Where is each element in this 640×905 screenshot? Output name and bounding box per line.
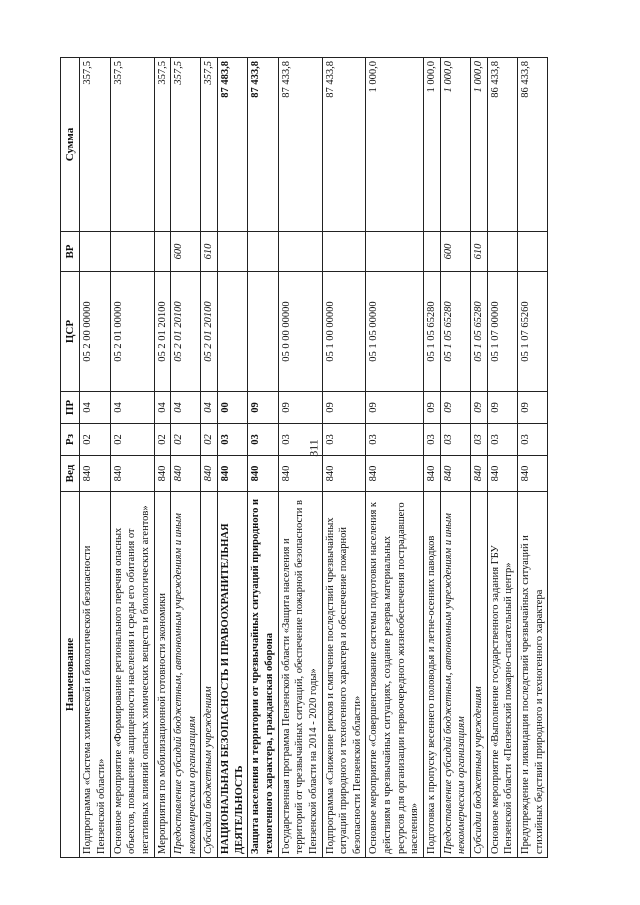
cell-sum: 357,5 — [110, 58, 154, 232]
cell-sum: 1 000,0 — [440, 58, 470, 232]
cell-vr — [248, 232, 278, 272]
cell-csr: 05 0 00 00000 — [278, 272, 322, 392]
cell-rz: 02 — [154, 424, 171, 456]
cell-name: Субсидии бюджетным учреждениям — [201, 492, 218, 858]
cell-ved: 840 — [366, 456, 424, 492]
cell-ved: 840 — [424, 456, 441, 492]
cell-name: НАЦИОНАЛЬНАЯ БЕЗОПАСНОСТЬ И ПРАВООХРАНИТЕЛЬНАЯ ДЕЯТЕЛЬНОСТЬ — [218, 492, 248, 858]
cell-ved: 840 — [110, 456, 154, 492]
budget-table — [60, 57, 548, 858]
cell-csr — [218, 272, 248, 392]
cell-name: Предоставление субсидий бюджетным, автономным учреждениям и иным некоммерческим организациям — [440, 492, 470, 858]
cell-rz: 02 — [110, 424, 154, 456]
cell-name: Государственная программа Пензенской области «Защита населения и территорий от чрезвычайных ситуаций, обеспечение пожарной безопасности в Пензенской области на 2014 - 2020 годы» — [278, 492, 322, 858]
cell-vr — [424, 232, 441, 272]
cell-vr — [110, 232, 154, 272]
cell-pr: 09 — [440, 392, 470, 424]
cell-ved: 840 — [322, 456, 366, 492]
cell-rz: 03 — [322, 424, 366, 456]
cell-vr — [366, 232, 424, 272]
cell-pr: 09 — [366, 392, 424, 424]
cell-pr: 04 — [154, 392, 171, 424]
cell-csr: 05 1 00 00000 — [322, 272, 366, 392]
cell-sum: 357,5 — [80, 58, 110, 232]
table-row — [201, 58, 218, 858]
cell-pr: 04 — [110, 392, 154, 424]
cell-rz: 02 — [201, 424, 218, 456]
cell-sum: 87 433,8 — [322, 58, 366, 232]
table-row — [248, 58, 278, 858]
cell-name: Подпрограмма «Система химической и биологической безопасности Пензенской области» — [80, 492, 110, 858]
cell-sum: 1 000,0 — [470, 58, 487, 232]
cell-sum: 357,5 — [171, 58, 201, 232]
table-row — [154, 58, 171, 858]
cell-ved: 840 — [487, 456, 517, 492]
cell-csr: 05 2 01 20100 — [154, 272, 171, 392]
table-row — [171, 58, 201, 858]
cell-pr: 09 — [470, 392, 487, 424]
cell-ved: 840 — [201, 456, 218, 492]
page-number: 311 — [306, 439, 321, 457]
cell-name: Подготовка к пропуску весеннего половодья и летне-осенних паводков — [424, 492, 441, 858]
cell-pr: 04 — [201, 392, 218, 424]
table-row — [322, 58, 366, 858]
table-row — [440, 58, 470, 858]
cell-rz: 03 — [218, 424, 248, 456]
cell-ved: 840 — [440, 456, 470, 492]
cell-vr — [517, 232, 547, 272]
cell-vr — [487, 232, 517, 272]
table-row — [470, 58, 487, 858]
table-body — [80, 58, 548, 858]
cell-rz: 03 — [278, 424, 322, 456]
cell-vr — [218, 232, 248, 272]
cell-ved: 840 — [171, 456, 201, 492]
cell-csr: 05 1 05 65280 — [440, 272, 470, 392]
cell-sum: 87 433,8 — [278, 58, 322, 232]
header-pr: ПР — [61, 392, 80, 424]
cell-name: Основное мероприятие «Формирование регионального перечня опасных объектов, повышение защищенности населения и среды его обитания от негативных влияний опасных химических веществ и биологических агентов» — [110, 492, 154, 858]
table-row — [424, 58, 441, 858]
cell-csr: 05 1 07 00000 — [487, 272, 517, 392]
cell-csr: 05 1 07 65260 — [517, 272, 547, 392]
cell-vr — [322, 232, 366, 272]
cell-rz: 02 — [80, 424, 110, 456]
cell-pr: 09 — [517, 392, 547, 424]
cell-sum: 1 000,0 — [366, 58, 424, 232]
table-row — [487, 58, 517, 858]
cell-ved: 840 — [154, 456, 171, 492]
header-sum: Сумма — [61, 58, 80, 232]
cell-pr: 09 — [487, 392, 517, 424]
cell-rz: 03 — [424, 424, 441, 456]
cell-name: Основное мероприятие «Выполнение государственного задания ГБУ Пензенской области «Пензенский пожарно-спасательный центр» — [487, 492, 517, 858]
cell-sum: 86 433,8 — [487, 58, 517, 232]
cell-csr: 05 2 00 00000 — [80, 272, 110, 392]
cell-csr: 05 2 01 20100 — [201, 272, 218, 392]
cell-name: Предоставление субсидий бюджетным, автономным учреждениям и иным некоммерческим организациям — [171, 492, 201, 858]
cell-sum: 1 000,0 — [424, 58, 441, 232]
cell-vr: 610 — [201, 232, 218, 272]
cell-name: Основное мероприятие «Совершенствование системы подготовки населения к действиям в чрезвычайных ситуациях, создание резерва материальных ресурсов для организации первоочередного жизнеобеспечения пострадавшего населения» — [366, 492, 424, 858]
cell-rz: 03 — [366, 424, 424, 456]
table-row — [366, 58, 424, 858]
cell-csr: 05 1 05 65280 — [470, 272, 487, 392]
cell-csr: 05 2 01 00000 — [110, 272, 154, 392]
cell-vr: 610 — [470, 232, 487, 272]
cell-name: Субсидии бюджетным учреждениям — [470, 492, 487, 858]
cell-sum: 86 433,8 — [517, 58, 547, 232]
cell-ved: 840 — [218, 456, 248, 492]
cell-rz: 03 — [487, 424, 517, 456]
cell-csr: 05 1 05 65280 — [424, 272, 441, 392]
cell-vr — [154, 232, 171, 272]
cell-pr: 09 — [424, 392, 441, 424]
table-row — [80, 58, 110, 858]
cell-ved: 840 — [517, 456, 547, 492]
table-row — [517, 58, 547, 858]
cell-vr: 600 — [440, 232, 470, 272]
cell-vr — [278, 232, 322, 272]
header-name: Наименование — [61, 492, 80, 858]
cell-name: Предупреждение и ликвидация последствий чрезвычайных ситуаций и стихийных бедствий природного и техногенного характера — [517, 492, 547, 858]
header-vr: ВР — [61, 232, 80, 272]
cell-pr: 04 — [171, 392, 201, 424]
cell-vr — [80, 232, 110, 272]
cell-sum: 87 483,8 — [218, 58, 248, 232]
cell-name: Мероприятия по мобилизационной готовности экономики — [154, 492, 171, 858]
table-header-row — [61, 58, 80, 858]
cell-ved: 840 — [278, 456, 322, 492]
cell-name: Защита населения и территории от чрезвычайных ситуаций природного и техногенного характера, гражданская оборона — [248, 492, 278, 858]
cell-ved: 840 — [248, 456, 278, 492]
header-rz: Рз — [61, 424, 80, 456]
cell-pr: 09 — [278, 392, 322, 424]
cell-csr: 05 2 01 20100 — [171, 272, 201, 392]
cell-sum: 357,5 — [201, 58, 218, 232]
cell-pr: 00 — [218, 392, 248, 424]
cell-csr — [248, 272, 278, 392]
cell-sum: 357,5 — [154, 58, 171, 232]
cell-rz: 03 — [440, 424, 470, 456]
cell-pr: 09 — [248, 392, 278, 424]
header-csr: ЦСР — [61, 272, 80, 392]
cell-csr: 05 1 05 00000 — [366, 272, 424, 392]
cell-vr: 600 — [171, 232, 201, 272]
cell-pr: 09 — [322, 392, 366, 424]
cell-ved: 840 — [470, 456, 487, 492]
cell-rz: 03 — [470, 424, 487, 456]
table-row — [110, 58, 154, 858]
cell-ved: 840 — [80, 456, 110, 492]
header-ved: Вед — [61, 456, 80, 492]
cell-name: Подпрограмма «Снижение рисков и смягчение последствий чрезвычайных ситуаций природного и техногенного характера и обеспечение пожарной безопасности Пензенской области» — [322, 492, 366, 858]
rotated-table-container — [60, 58, 592, 858]
table-row — [218, 58, 248, 858]
cell-sum: 87 433,8 — [248, 58, 278, 232]
cell-rz: 02 — [171, 424, 201, 456]
table-row — [278, 58, 322, 858]
cell-rz: 03 — [248, 424, 278, 456]
cell-pr: 04 — [80, 392, 110, 424]
cell-rz: 03 — [517, 424, 547, 456]
